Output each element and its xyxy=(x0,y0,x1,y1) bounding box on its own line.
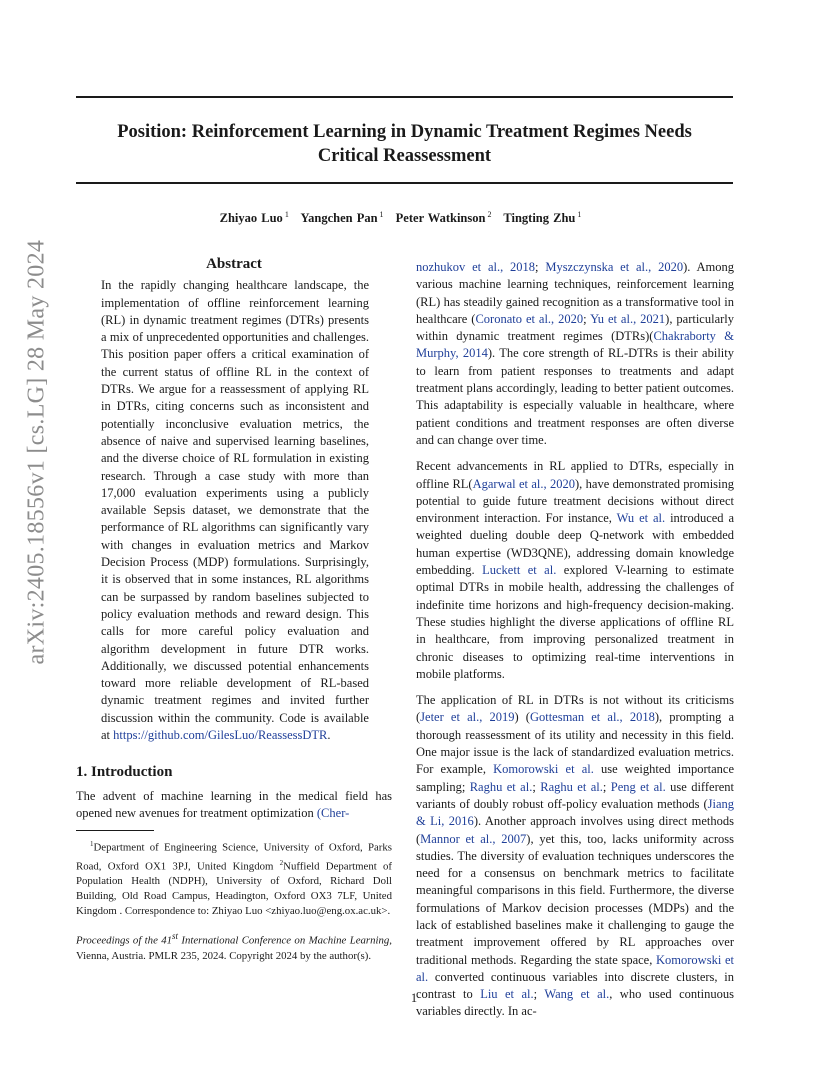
author-name: Tingting Zhu xyxy=(503,211,576,226)
title-bottom-rule xyxy=(76,182,733,184)
paragraph-text: ), particularly within dynamic treatment regimes (DTRs)( xyxy=(416,311,735,344)
body-paragraph xyxy=(416,259,734,449)
proceedings-ordinal: 41 xyxy=(161,934,173,947)
citation-link[interactable]: Raghu et al. xyxy=(540,779,603,794)
citation-link[interactable]: Yu et al., 2021 xyxy=(590,311,666,326)
citation-link[interactable]: Jeter et al., 2019 xyxy=(420,710,515,725)
author-affiliation: 1 xyxy=(577,210,582,219)
left-column xyxy=(76,256,392,964)
paragraph-text: ; xyxy=(532,779,541,794)
page-number: 1 xyxy=(410,991,418,1005)
paragraph-text: ; xyxy=(602,779,611,794)
paragraph-text: ). The core strength of RL-DTRs is their ability to learn from patient responses to treatments and adapt treatment plans accordingly, leading to better patient outcomes. This adaptability is especially valuable in healthcare, where patient conditions and treatment responses are often diverse and can change over time. xyxy=(416,346,734,447)
author-affiliation: 1 xyxy=(284,210,289,219)
title-line-2: Critical Reassessment xyxy=(317,146,492,166)
citation-link[interactable]: Komorowski et al. xyxy=(416,952,734,984)
paragraph-text: use different variants of doubly robust off-policy evaluation methods ( xyxy=(416,779,735,811)
proceedings-ordinal-sup: st xyxy=(172,931,179,942)
citation-link[interactable]: Komorowski et al. xyxy=(493,762,594,777)
paragraph-text: converted continuous variables into discrete clusters, in contrast to xyxy=(416,969,734,1002)
paragraph-text: ). Among various machine learning techniques, reinforcement learning (RL) has steadily gained recognition as a transformative tool in healthcare ( xyxy=(416,260,735,326)
citation-link[interactable]: Mannor et al., 2007 xyxy=(420,831,527,846)
arxiv-id: arXiv:2405.18556v1 [cs.LG] 28 May 2024 xyxy=(23,239,50,665)
author-list xyxy=(76,210,733,226)
citation-link[interactable]: Gottesman et al., 2018 xyxy=(529,710,655,725)
paragraph-text: The application of RL in DTRs is not without its criticisms ( xyxy=(416,693,734,725)
citation-link[interactable]: Luckett et al. xyxy=(482,563,557,578)
citation-link[interactable]: Raghu et al. xyxy=(469,779,533,794)
code-link[interactable]: https://github.com/GilesLuo/ReassessDTR xyxy=(113,728,328,743)
paragraph-text: ), prompting a thorough reassessment of its utility and necessity in this field. One major issue is the lack of standardized evaluation metrics. For example, xyxy=(416,710,735,777)
body-paragraph xyxy=(416,692,734,1021)
footnote-rule xyxy=(76,830,154,831)
paragraph-text: use weighted importance sampling; xyxy=(416,762,734,794)
abstract-text: In the rapidly changing healthcare landscape, the implementation of offline reinforcement learning (RL) in dynamic treatment regimes (DTRs) presents a mix of unprecedented opportunities and challenges. This position paper offers a critical examination of the current status of offline RL in the context of DTRs. We argue for a reassessment of applying RL in DTRs, citing concerns such as inconsistent and potentially inconclusive evaluation metrics, the absence of naive and supervised learning baselines, and the diverse choice of RL formulation in existing research. Through a case study with more than 17,000 evaluation experiments using a publicly available Sepsis dataset, we demonstrate that the performance of RL algorithms can significantly vary with changes in evaluation metrics and Markov Decision Process (MDP) formulations. Surprisingly, it is observed that in some instances, RL algorithms can be surpassed by random baselines subjected to policy evaluation methods and reward design. This calls for more careful policy evaluation and algorithm development in future DTR works. Additionally, we discussed potential enhancements toward more reliable development of RL-based dynamic treatment regimes and invited further discussion within the community. Code is available at xyxy=(101,278,369,743)
citation-link[interactable]: Coronato et al., 2020 xyxy=(475,311,584,326)
citation-link[interactable]: Liu et al. xyxy=(480,987,534,1002)
paragraph-text: ). Another approach involves using direct methods ( xyxy=(416,814,734,846)
right-column xyxy=(416,259,734,1021)
author-name: Peter Watkinson xyxy=(395,211,486,226)
citation-link[interactable]: Chakraborty & Murphy, 2014 xyxy=(416,329,734,361)
body-paragraph xyxy=(416,458,734,683)
intro-paragraph xyxy=(76,788,392,823)
paragraph-text: ; xyxy=(583,311,591,326)
footnote-mark: 2 xyxy=(279,858,284,867)
paragraph-text: explored V-learning to estimate optimal DTRs in mobile health, addressing the challenges of indefinite time horizons and high-frequency decision-making. These studies highlight the diverse applications of offline RL in healthcare, from improving personalized treatment in chronic diseases to optimizing real-time interventions in mobile platforms. xyxy=(416,563,734,681)
paragraph-text: ; xyxy=(533,987,545,1002)
footnote-mark: 1 xyxy=(90,840,94,849)
section-heading: 1. Introduction xyxy=(76,764,173,781)
abstract-heading: Abstract xyxy=(206,256,262,272)
paragraph-text: ; xyxy=(535,260,546,274)
paragraph-text: ) ( xyxy=(514,710,530,725)
paragraph-text: ), yet this, too, lacks uniformity across studies. The diversity of evaluation techniques underscores the need for a consensus on benchmark metrics to facilitate meaningful comparisons in this field. Furthermore, the diverse formulations of Markov decision processes (MDPs) and the lack of established baselines make it challenging to gauge the treatment improvement offered by RL approaches over traditional methods. Regarding the state space, xyxy=(416,831,734,967)
intro-text: The advent of machine learning in the medical field has opened new avenues for treatment optimization xyxy=(76,788,392,820)
proceedings-italic-b: International Conference on Machine Learning xyxy=(178,934,390,947)
footnote-text-a: Department of Engineering Science, University of Oxford, Parks Road, Oxford OX1 3PJ, United Kingdom xyxy=(76,841,392,873)
proceedings-note xyxy=(76,929,392,964)
author-affiliation: 2 xyxy=(487,210,492,219)
citation-link[interactable]: Wu et al. xyxy=(616,511,666,526)
author-name: Zhiyao Luo xyxy=(219,211,283,226)
paragraph-text: ), have demonstrated promising potential to guide future treatment decisions without direct environment interaction. For instance, xyxy=(416,476,734,526)
author-affiliation: 1 xyxy=(379,210,384,219)
citation-link[interactable]: Wang et al. xyxy=(544,987,610,1002)
citation-link[interactable]: Jiang & Li, 2016 xyxy=(416,796,734,829)
paragraph-text: Recent advancements in RL applied to DTRs, especially in offline RL( xyxy=(416,459,734,491)
citation-link[interactable]: nozhukov et al., 2018 xyxy=(416,260,536,274)
author-name: Yangchen Pan xyxy=(300,211,378,226)
citation-link[interactable]: Peng et al. xyxy=(610,779,666,794)
affiliation-footnote xyxy=(76,837,392,919)
paragraph-text: introduced a weighted dueling double deep Q-network with embedded human expertise (WD3QNE), addressing domain knowledge embedding. xyxy=(416,511,734,578)
citation-link[interactable]: Agarwal et al., 2020 xyxy=(472,476,575,491)
paper-title xyxy=(76,120,733,168)
proceedings-rest: , Vienna, Austria. PMLR 235, 2024. Copyright 2024 by the author(s). xyxy=(76,934,392,962)
citation-link[interactable]: (Cher- xyxy=(316,805,350,820)
abstract-end: . xyxy=(327,728,331,743)
top-rule xyxy=(76,96,733,98)
citation-link[interactable]: Myszczynska et al., 2020 xyxy=(545,260,684,274)
title-line-1: Position: Reinforcement Learning in Dynamic Treatment Regimes Needs xyxy=(117,122,692,142)
proceedings-italic-a: Proceedings of the xyxy=(76,934,162,947)
paragraph-text: , who used continuous variables directly. In ac- xyxy=(416,987,734,1019)
footnote-text-b: Nuffield Department of Population Health (NDPH), University of Oxford, Richard Doll Building, Old Road Campus, Headington, Oxford OX3 7LF, United Kingdom . Correspondence to: Zhiyao Luo <zhiyao.luo@eng.ox.ac.uk>. xyxy=(76,860,392,918)
abstract-body xyxy=(101,277,369,744)
